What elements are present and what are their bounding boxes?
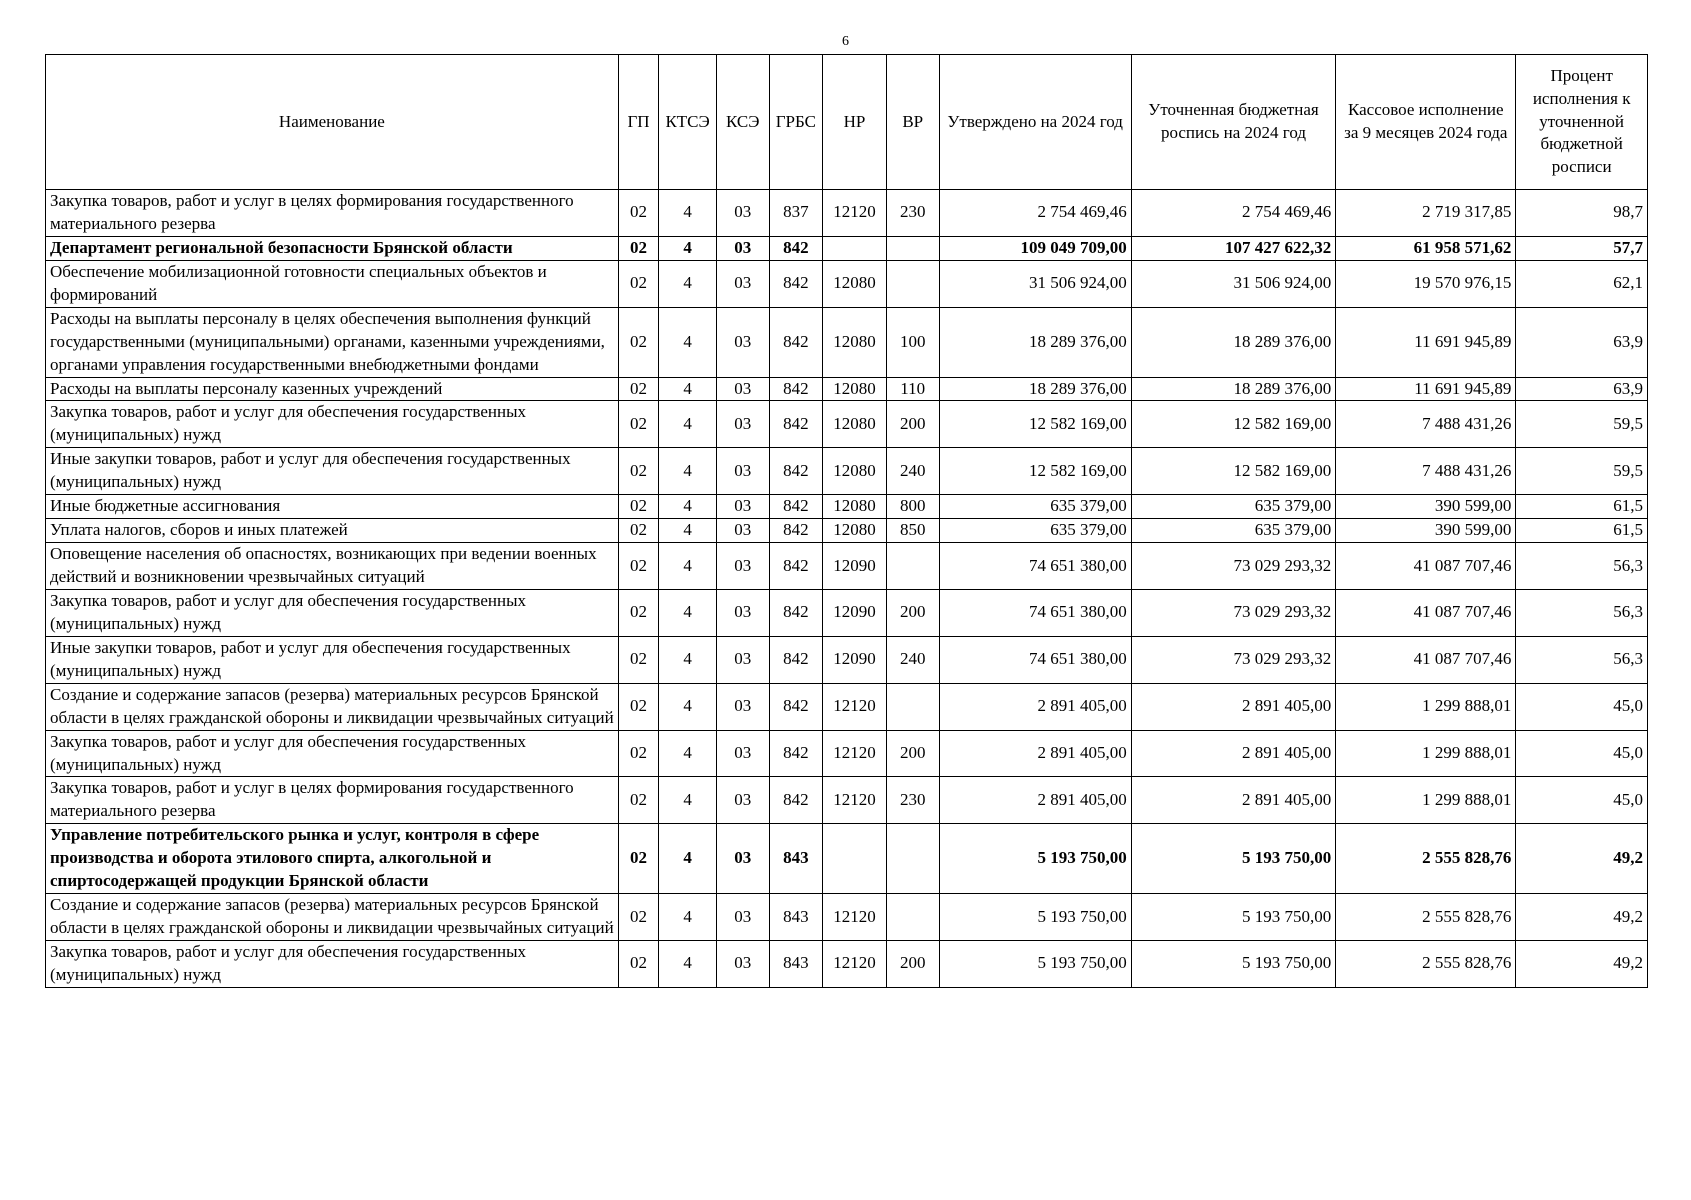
cell-ktse: 4 [659, 777, 717, 824]
cell-grbs: 843 [769, 894, 823, 941]
cell-cash: 1 299 888,01 [1336, 730, 1516, 777]
cell-kse: 03 [716, 730, 769, 777]
cell-approved: 18 289 376,00 [939, 307, 1131, 377]
cell-grbs: 842 [769, 777, 823, 824]
cell-kse: 03 [716, 636, 769, 683]
cell-nr: 12080 [823, 401, 887, 448]
cell-ktse: 4 [659, 730, 717, 777]
cell-gp: 02 [618, 236, 658, 260]
cell-ktse: 4 [659, 448, 717, 495]
cell-approved: 109 049 709,00 [939, 236, 1131, 260]
cell-grbs: 842 [769, 519, 823, 543]
header-kse: КСЭ [716, 55, 769, 190]
cell-vr: 230 [886, 777, 939, 824]
cell-cash: 41 087 707,46 [1336, 589, 1516, 636]
cell-nr: 12080 [823, 307, 887, 377]
cell-ktse: 4 [659, 495, 717, 519]
cell-approved: 2 891 405,00 [939, 777, 1131, 824]
cell-percent: 45,0 [1516, 683, 1648, 730]
cell-nr: 12080 [823, 377, 887, 401]
cell-refined: 2 891 405,00 [1131, 730, 1335, 777]
cell-kse: 03 [716, 824, 769, 894]
cell-kse: 03 [716, 190, 769, 237]
cell-vr: 230 [886, 190, 939, 237]
cell-percent: 49,2 [1516, 824, 1648, 894]
page-number: 6 [842, 34, 849, 49]
cell-percent: 56,3 [1516, 543, 1648, 590]
cell-grbs: 837 [769, 190, 823, 237]
cell-ktse: 4 [659, 377, 717, 401]
cell-ktse: 4 [659, 236, 717, 260]
cell-vr [886, 236, 939, 260]
header-cash: Кассовое исполнение за 9 месяцев 2024 года [1336, 55, 1516, 190]
cell-refined: 2 754 469,46 [1131, 190, 1335, 237]
cell-percent: 61,5 [1516, 495, 1648, 519]
cell-gp: 02 [618, 730, 658, 777]
cell-vr [886, 543, 939, 590]
cell-kse: 03 [716, 519, 769, 543]
cell-cash: 2 555 828,76 [1336, 894, 1516, 941]
cell-percent: 98,7 [1516, 190, 1648, 237]
header-grbs: ГРБС [769, 55, 823, 190]
header-name: Наименование [46, 55, 619, 190]
cell-grbs: 842 [769, 448, 823, 495]
budget-table [45, 54, 1648, 988]
cell-cash: 61 958 571,62 [1336, 236, 1516, 260]
cell-vr: 100 [886, 307, 939, 377]
cell-grbs: 843 [769, 941, 823, 988]
header-ktse: КТСЭ [659, 55, 717, 190]
cell-name: Расходы на выплаты персоналу казенных учреждений [46, 377, 619, 401]
cell-gp: 02 [618, 260, 658, 307]
cell-nr: 12120 [823, 683, 887, 730]
cell-grbs: 842 [769, 307, 823, 377]
cell-approved: 2 754 469,46 [939, 190, 1131, 237]
cell-cash: 2 719 317,85 [1336, 190, 1516, 237]
cell-name: Закупка товаров, работ и услуг для обеспечения государственных (муниципальных) нужд [46, 401, 619, 448]
cell-cash: 2 555 828,76 [1336, 824, 1516, 894]
cell-cash: 41 087 707,46 [1336, 636, 1516, 683]
cell-refined: 12 582 169,00 [1131, 448, 1335, 495]
cell-nr: 12120 [823, 730, 887, 777]
cell-vr [886, 824, 939, 894]
cell-percent: 61,5 [1516, 519, 1648, 543]
cell-approved: 31 506 924,00 [939, 260, 1131, 307]
cell-grbs: 842 [769, 236, 823, 260]
cell-cash: 390 599,00 [1336, 495, 1516, 519]
cell-approved: 2 891 405,00 [939, 683, 1131, 730]
table-row [46, 636, 1648, 683]
header-vr: ВР [886, 55, 939, 190]
cell-ktse: 4 [659, 636, 717, 683]
cell-name: Обеспечение мобилизационной готовности специальных объектов и формирований [46, 260, 619, 307]
cell-grbs: 842 [769, 377, 823, 401]
cell-refined: 18 289 376,00 [1131, 307, 1335, 377]
cell-refined: 2 891 405,00 [1131, 683, 1335, 730]
cell-vr: 110 [886, 377, 939, 401]
cell-ktse: 4 [659, 401, 717, 448]
cell-percent: 45,0 [1516, 730, 1648, 777]
cell-vr: 200 [886, 589, 939, 636]
cell-cash: 11 691 945,89 [1336, 307, 1516, 377]
cell-name: Закупка товаров, работ и услуг в целях формирования государственного материального резерва [46, 190, 619, 237]
cell-percent: 49,2 [1516, 941, 1648, 988]
cell-percent: 45,0 [1516, 777, 1648, 824]
table-row [46, 307, 1648, 377]
cell-vr [886, 260, 939, 307]
cell-percent: 63,9 [1516, 307, 1648, 377]
cell-gp: 02 [618, 777, 658, 824]
cell-refined: 107 427 622,32 [1131, 236, 1335, 260]
cell-name: Иные закупки товаров, работ и услуг для обеспечения государственных (муниципальных) нужд [46, 448, 619, 495]
cell-vr: 850 [886, 519, 939, 543]
cell-percent: 56,3 [1516, 589, 1648, 636]
cell-percent: 56,3 [1516, 636, 1648, 683]
cell-refined: 18 289 376,00 [1131, 377, 1335, 401]
cell-nr: 12080 [823, 260, 887, 307]
cell-percent: 57,7 [1516, 236, 1648, 260]
cell-name: Уплата налогов, сборов и иных платежей [46, 519, 619, 543]
cell-cash: 41 087 707,46 [1336, 543, 1516, 590]
header-approved: Утверждено на 2024 год [939, 55, 1131, 190]
cell-kse: 03 [716, 495, 769, 519]
cell-nr: 12120 [823, 894, 887, 941]
table-row [46, 683, 1648, 730]
cell-vr: 800 [886, 495, 939, 519]
cell-name: Закупка товаров, работ и услуг для обеспечения государственных (муниципальных) нужд [46, 589, 619, 636]
cell-kse: 03 [716, 377, 769, 401]
cell-name: Закупка товаров, работ и услуг для обеспечения государственных (муниципальных) нужд [46, 730, 619, 777]
header-refined: Уточненная бюджетная роспись на 2024 год [1131, 55, 1335, 190]
cell-refined: 73 029 293,32 [1131, 636, 1335, 683]
cell-vr [886, 683, 939, 730]
cell-name: Расходы на выплаты персоналу в целях обеспечения выполнения функций государственными (муниципальными) органами, казенными учреждениями, органами управления государственными внебюджетными фондами [46, 307, 619, 377]
cell-ktse: 4 [659, 589, 717, 636]
cell-cash: 7 488 431,26 [1336, 448, 1516, 495]
cell-grbs: 843 [769, 824, 823, 894]
cell-vr: 240 [886, 448, 939, 495]
cell-kse: 03 [716, 589, 769, 636]
cell-nr: 12080 [823, 448, 887, 495]
table-row [46, 824, 1648, 894]
cell-gp: 02 [618, 307, 658, 377]
table-row [46, 730, 1648, 777]
cell-kse: 03 [716, 448, 769, 495]
cell-ktse: 4 [659, 683, 717, 730]
cell-nr: 12090 [823, 589, 887, 636]
cell-nr: 12080 [823, 519, 887, 543]
cell-ktse: 4 [659, 894, 717, 941]
cell-approved: 635 379,00 [939, 495, 1131, 519]
cell-refined: 73 029 293,32 [1131, 589, 1335, 636]
table-row [46, 941, 1648, 988]
cell-nr: 12120 [823, 190, 887, 237]
cell-nr: 12120 [823, 777, 887, 824]
cell-refined: 2 891 405,00 [1131, 777, 1335, 824]
cell-kse: 03 [716, 401, 769, 448]
cell-grbs: 842 [769, 636, 823, 683]
cell-ktse: 4 [659, 190, 717, 237]
cell-grbs: 842 [769, 260, 823, 307]
cell-ktse: 4 [659, 543, 717, 590]
cell-kse: 03 [716, 683, 769, 730]
table-row [46, 190, 1648, 237]
cell-ktse: 4 [659, 824, 717, 894]
cell-gp: 02 [618, 941, 658, 988]
cell-kse: 03 [716, 894, 769, 941]
cell-gp: 02 [618, 377, 658, 401]
cell-nr: 12090 [823, 636, 887, 683]
cell-refined: 12 582 169,00 [1131, 401, 1335, 448]
cell-gp: 02 [618, 894, 658, 941]
cell-percent: 62,1 [1516, 260, 1648, 307]
cell-grbs: 842 [769, 589, 823, 636]
cell-gp: 02 [618, 683, 658, 730]
cell-name: Закупка товаров, работ и услуг в целях формирования государственного материального резерва [46, 777, 619, 824]
cell-approved: 635 379,00 [939, 519, 1131, 543]
table-row [46, 377, 1648, 401]
cell-name: Создание и содержание запасов (резерва) материальных ресурсов Брянской области в целях гражданской обороны и ликвидации чрезвычайных ситуаций [46, 894, 619, 941]
cell-name: Управление потребительского рынка и услуг, контроля в сфере производства и оборота этилового спирта, алкогольной и спиртосодержащей продукции Брянской области [46, 824, 619, 894]
cell-percent: 49,2 [1516, 894, 1648, 941]
cell-percent: 59,5 [1516, 448, 1648, 495]
cell-gp: 02 [618, 190, 658, 237]
cell-cash: 11 691 945,89 [1336, 377, 1516, 401]
cell-refined: 5 193 750,00 [1131, 941, 1335, 988]
cell-approved: 2 891 405,00 [939, 730, 1131, 777]
table-row [46, 495, 1648, 519]
cell-name: Иные бюджетные ассигнования [46, 495, 619, 519]
cell-ktse: 4 [659, 307, 717, 377]
cell-approved: 74 651 380,00 [939, 543, 1131, 590]
cell-approved: 5 193 750,00 [939, 894, 1131, 941]
cell-kse: 03 [716, 777, 769, 824]
cell-gp: 02 [618, 824, 658, 894]
cell-gp: 02 [618, 519, 658, 543]
table-row [46, 894, 1648, 941]
header-percent: Процент исполнения к уточненной бюджетной росписи [1516, 55, 1648, 190]
cell-vr [886, 894, 939, 941]
table-header-row [46, 55, 1648, 190]
cell-gp: 02 [618, 589, 658, 636]
cell-cash: 19 570 976,15 [1336, 260, 1516, 307]
cell-cash: 2 555 828,76 [1336, 941, 1516, 988]
cell-gp: 02 [618, 543, 658, 590]
cell-nr: 12080 [823, 495, 887, 519]
cell-nr: 12090 [823, 543, 887, 590]
cell-percent: 63,9 [1516, 377, 1648, 401]
cell-gp: 02 [618, 448, 658, 495]
cell-refined: 635 379,00 [1131, 495, 1335, 519]
cell-refined: 5 193 750,00 [1131, 894, 1335, 941]
cell-approved: 74 651 380,00 [939, 589, 1131, 636]
table-row [46, 448, 1648, 495]
table-row [46, 589, 1648, 636]
cell-nr [823, 236, 887, 260]
cell-kse: 03 [716, 941, 769, 988]
cell-refined: 635 379,00 [1131, 519, 1335, 543]
cell-ktse: 4 [659, 519, 717, 543]
cell-refined: 73 029 293,32 [1131, 543, 1335, 590]
cell-percent: 59,5 [1516, 401, 1648, 448]
cell-cash: 7 488 431,26 [1336, 401, 1516, 448]
cell-name: Создание и содержание запасов (резерва) материальных ресурсов Брянской области в целях гражданской обороны и ликвидации чрезвычайных ситуаций [46, 683, 619, 730]
cell-name: Иные закупки товаров, работ и услуг для обеспечения государственных (муниципальных) нужд [46, 636, 619, 683]
cell-gp: 02 [618, 495, 658, 519]
cell-kse: 03 [716, 307, 769, 377]
cell-grbs: 842 [769, 543, 823, 590]
cell-grbs: 842 [769, 495, 823, 519]
cell-kse: 03 [716, 543, 769, 590]
cell-vr: 200 [886, 730, 939, 777]
table-row [46, 777, 1648, 824]
cell-approved: 12 582 169,00 [939, 401, 1131, 448]
table-row [46, 401, 1648, 448]
header-nr: НР [823, 55, 887, 190]
cell-vr: 200 [886, 941, 939, 988]
cell-cash: 390 599,00 [1336, 519, 1516, 543]
cell-refined: 5 193 750,00 [1131, 824, 1335, 894]
cell-ktse: 4 [659, 260, 717, 307]
cell-approved: 5 193 750,00 [939, 824, 1131, 894]
cell-approved: 74 651 380,00 [939, 636, 1131, 683]
cell-name: Департамент региональной безопасности Брянской области [46, 236, 619, 260]
cell-vr: 200 [886, 401, 939, 448]
cell-grbs: 842 [769, 401, 823, 448]
cell-approved: 12 582 169,00 [939, 448, 1131, 495]
cell-vr: 240 [886, 636, 939, 683]
cell-nr [823, 824, 887, 894]
cell-grbs: 842 [769, 683, 823, 730]
table-row [46, 236, 1648, 260]
cell-gp: 02 [618, 636, 658, 683]
cell-gp: 02 [618, 401, 658, 448]
cell-ktse: 4 [659, 941, 717, 988]
header-gp: ГП [618, 55, 658, 190]
cell-kse: 03 [716, 236, 769, 260]
cell-approved: 5 193 750,00 [939, 941, 1131, 988]
cell-grbs: 842 [769, 730, 823, 777]
cell-nr: 12120 [823, 941, 887, 988]
cell-name: Закупка товаров, работ и услуг для обеспечения государственных (муниципальных) нужд [46, 941, 619, 988]
table-row [46, 260, 1648, 307]
table-row [46, 543, 1648, 590]
cell-name: Оповещение населения об опасностях, возникающих при ведении военных действий и возникновении чрезвычайных ситуаций [46, 543, 619, 590]
cell-cash: 1 299 888,01 [1336, 683, 1516, 730]
cell-refined: 31 506 924,00 [1131, 260, 1335, 307]
cell-approved: 18 289 376,00 [939, 377, 1131, 401]
cell-cash: 1 299 888,01 [1336, 777, 1516, 824]
cell-kse: 03 [716, 260, 769, 307]
table-row [46, 519, 1648, 543]
